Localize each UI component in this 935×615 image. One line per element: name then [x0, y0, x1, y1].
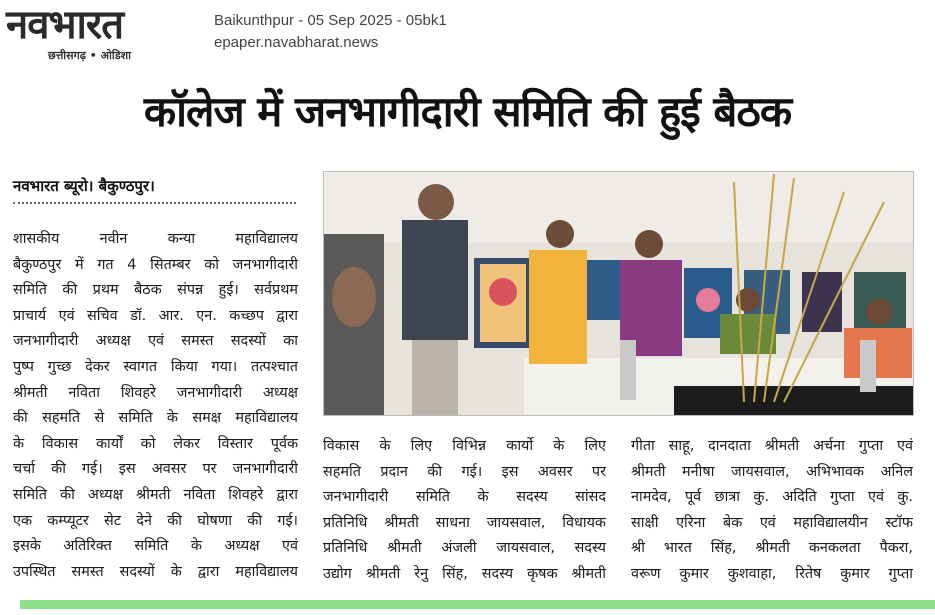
text-line: जनभागीदारी समिति के सदस्य सांसद: [323, 489, 606, 506]
newspaper-logo[interactable]: [0, 0, 200, 66]
article-byline: नवभारत ब्यूरो। बैकुण्ठपुर।: [13, 177, 155, 195]
text-line: साक्षी एरिना बेक एवं महाविद्यालयीन स्टॉफ: [631, 514, 913, 531]
text-line: वरूण कुमार कुशवाहा, रितेष कुमार गुप्ता: [631, 565, 913, 582]
text-line: इसके अतिरिक्त समिति के अध्यक्ष एवं: [13, 538, 298, 555]
edition-info: [214, 10, 447, 54]
text-line: श्रीमती मनीषा जायसवाल, अभिभावक अनिल: [631, 463, 913, 480]
article-photo: [323, 171, 914, 416]
text-line: श्रीमती नविता शिवहरे जनभागीदारी अध्यक्ष: [13, 384, 298, 401]
text-line: चर्चा की गई। इस अवसर पर जनभागीदारी: [13, 461, 298, 478]
text-line: श्री भारत सिंह, श्रीमती कनकलता पैकरा,: [631, 540, 913, 557]
article-column-2: [323, 434, 606, 588]
text-line: पुष्प गुच्छ देकर स्वागत किया गया। तत्पश्चात: [13, 358, 298, 375]
text-line: समिति की अध्यक्ष श्रीमती नविता शिवहरे द्वारा: [13, 486, 298, 503]
text-line: बैकुण्ठपुर में गत 4 सितम्बर को जनभागीदारी: [13, 256, 298, 273]
text-line: उपस्थित समस्त सदस्यों के द्वारा महाविद्यालय: [13, 563, 298, 580]
text-line: प्राचार्य एवं सचिव डॉ. आर. एन. कच्छप द्वारा: [13, 307, 298, 324]
text-line: सहमति प्रदान की गई। इस अवसर पर: [323, 463, 606, 480]
text-line: समिति की प्रथम बैठक संपन्न हुई। सर्वप्रथम: [13, 282, 298, 299]
article-column-3: [631, 434, 913, 588]
text-line: के विकास कार्योंं को लेकर विस्तार पूर्वक: [13, 435, 298, 452]
text-line: शासकीय नवीन कन्या महाविद्यालय: [13, 231, 298, 247]
article-column-1: [13, 227, 298, 585]
text-line: की सहमति से समिति के समक्ष महाविद्यालय: [13, 410, 298, 427]
byline-divider: [13, 202, 296, 204]
text-line: एक कम्प्यूटर सेट देने की घोषणा की गई।: [13, 512, 298, 529]
text-line: उद्योग श्रीमती रेनु सिंह, सदस्य कृषक श्रीमती: [323, 565, 606, 582]
article-headline: कॉलेज में जनभागीदारी समिति की हुई बैठक: [143, 87, 792, 136]
logo-subtitle: छत्तीसगढ़ • ओडिशा: [48, 49, 131, 62]
logo-text: नवभारत: [6, 2, 124, 48]
masthead: [0, 0, 935, 70]
text-line: विकास के लिए विभिन्न कार्यो के लिए: [323, 438, 606, 454]
meeting-photo-illustration: [324, 172, 914, 416]
footer-green-bar: [20, 600, 935, 609]
text-line: नामदेव, पूर्व छात्रा कु. अदिति गुप्ता एवं कु.: [631, 489, 913, 506]
text-line: गीता साहू, दानदाता श्रीमती अर्चना गुप्ता एवं: [631, 438, 913, 454]
site-link[interactable]: epaper.navabharat.news: [214, 34, 379, 51]
text-line: प्रतिनिधि श्रीमती अंजली जायसवाल, सदस्य: [323, 540, 606, 557]
text-line: जनभागीदारी अध्यक्ष एवं समस्त सदस्यों का: [13, 333, 298, 350]
text-line: प्रतिनिधि श्रीमती साधना जायसवाल, विधायक: [323, 514, 606, 531]
edition-line: Baikunthpur - 05 Sep 2025 - 05bk1: [214, 12, 447, 29]
